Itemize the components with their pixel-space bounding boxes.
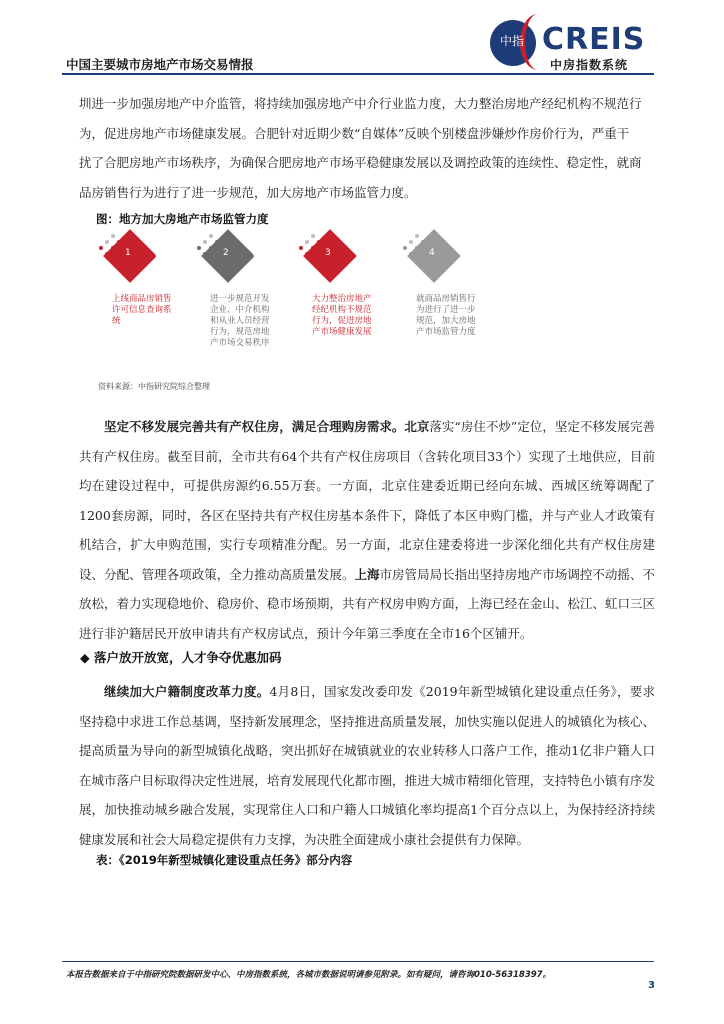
dot-mark bbox=[111, 234, 115, 238]
body-text: 4月8日，国家发改委印发《2019年新型城镇化建设重点任务》，要求坚持稳中求进工作总基调，坚持新发展理念，坚持推进高质量发展，加快实施以促进人的城镇化为核心、提高质量为导向的新型城镇化战略，突出抓好在城镇就业的农业转移人口落户工作，推动1亿非户籍人口在城市落户目标取得决定性进展，培育发展现代化都市圈，推进大城市精细化管理，支持特色小镇有序发展，加快推动城乡融合发展，实现常住人口和户籍人口城镇化率均提高1个百分点以上，为保持经济持续健康发展和社会大局稳定提供有力支撑，为决胜全面建成小康社会提供有力保障。 bbox=[79, 684, 655, 847]
dot-mark bbox=[409, 240, 413, 244]
step-number: 1 bbox=[125, 248, 131, 258]
dot-mark bbox=[305, 240, 309, 244]
figure-step-hefei bbox=[401, 232, 551, 362]
dot-mark bbox=[415, 234, 419, 238]
logo-mark-icon bbox=[490, 20, 536, 66]
dot-mark bbox=[311, 234, 315, 238]
table-title: 表：《2019年新型城镇化建设重点任务》部分内容 bbox=[96, 853, 353, 867]
body-text: 落实“房住不炒”定位，坚定不移发展完善共有产权住房。截至目前，全市共有64个共有产权住房项目（含转化项目33个）实现了土地供应，目前均在建设过程中，可提供房源约6.55万套。一方面，北京住建委近期已经向东城、西城区统筹调配了1200套房源，同时，各区在坚持共有产权住房基本条件下，降低了本区申购门槛，并与产业人才政策有机结合，扩大申购范围，实行专项精准分配。另一方面，北京住建委将进一步深化细化共有产权住房建设、分配、管理各项政策，全力推动高质量发展。 bbox=[79, 419, 655, 582]
dot-mark bbox=[197, 246, 201, 250]
text-line: 扰了合肥房地产市场秩序，为确保合肥房地产市场平稳健康发展以及调控政策的连续性、稳定性，就商 bbox=[79, 155, 642, 170]
creis-logo bbox=[490, 20, 660, 72]
text-line: 圳进一步加强房地产中介监管，将持续加强房地产中介行业监力度，大力整治房地产经纪机构不规范行 bbox=[79, 96, 642, 111]
report-title: 中国主要城市房地产市场交易情报 bbox=[66, 57, 254, 72]
dot-mark bbox=[99, 246, 103, 250]
step-description: 上线商品房销售许可信息查询系统 bbox=[112, 294, 172, 326]
paragraph-1 bbox=[79, 89, 655, 207]
step-number: 4 bbox=[429, 248, 435, 258]
logo-subtitle: 中房指数系统 bbox=[550, 58, 629, 72]
step-city-label: 深圳 bbox=[252, 248, 272, 259]
page-number: 3 bbox=[648, 980, 655, 991]
body-text: 市房管局局长指出坚持房地产市场调控不动摇、不放松，着力实现稳地价、稳房价、稳市场预期，共有产权房申购方面，上海已经在金山、松江、虹口三区进行非沪籍居民开放申请共有产权房试点，预计今年第三季度在全市16个区铺开。 bbox=[79, 566, 655, 641]
dot-mark bbox=[209, 234, 213, 238]
paragraph-3 bbox=[79, 677, 655, 854]
dot-mark bbox=[299, 246, 303, 250]
step-description: 大力整治房地产经纪机构不规范行为，促进房地产市场健康发展 bbox=[312, 294, 372, 337]
section-heading: ◆ 落户放开放宽，人才争夺优惠加码 bbox=[80, 650, 282, 665]
step-city-label: 杭州 bbox=[354, 248, 374, 259]
step-number: 2 bbox=[223, 248, 229, 258]
city-name-beijing: 北京 bbox=[404, 419, 430, 434]
footer-note: 本报告数据来自于中指研究院数据研发中心、中房指数系统，各城市数据说明请参见附录。如有疑问，请咨询010-56318397。 bbox=[66, 970, 552, 980]
text-line: 品房销售行为进行了进一步规范，加大房地产市场监管力度。 bbox=[79, 184, 417, 200]
city-name-shanghai: 上海 bbox=[354, 566, 380, 582]
dot-mark bbox=[203, 240, 207, 244]
footer-divider bbox=[62, 961, 654, 962]
dot-mark bbox=[105, 240, 109, 244]
step-description: 进一步规范开发企业、中介机构和从业人员经营行为，规范房地产市场交易秩序 bbox=[210, 294, 270, 348]
logo-mark-text: 中指 bbox=[500, 34, 525, 48]
figure-title: 图：地方加大房地产市场监管力度 bbox=[96, 212, 269, 226]
header-divider bbox=[62, 73, 654, 75]
paragraph-2 bbox=[79, 412, 655, 648]
lead-sentence: 继续加大户籍制度改革力度。 bbox=[104, 684, 270, 699]
step-number: 3 bbox=[325, 248, 331, 258]
text-line: 为，促进房地产市场健康发展。合肥针对近期少数“自媒体”反映个别楼盘涉嫌炒作房价行为，严重干 bbox=[79, 125, 630, 141]
figure-source: 资料来源：中指研究院综合整理 bbox=[98, 382, 210, 391]
step-city-label: 合肥 bbox=[458, 248, 478, 259]
lead-sentence: 坚定不移发展完善共有产权住房，满足合理购房需求。 bbox=[104, 419, 405, 434]
dot-mark bbox=[403, 246, 407, 250]
step-description: 就商品房销售行为进行了进一步规范，加大房地产市场监管力度 bbox=[416, 294, 476, 337]
logo-name: CREIS bbox=[542, 22, 646, 57]
step-city-label: 海南 bbox=[154, 248, 174, 259]
